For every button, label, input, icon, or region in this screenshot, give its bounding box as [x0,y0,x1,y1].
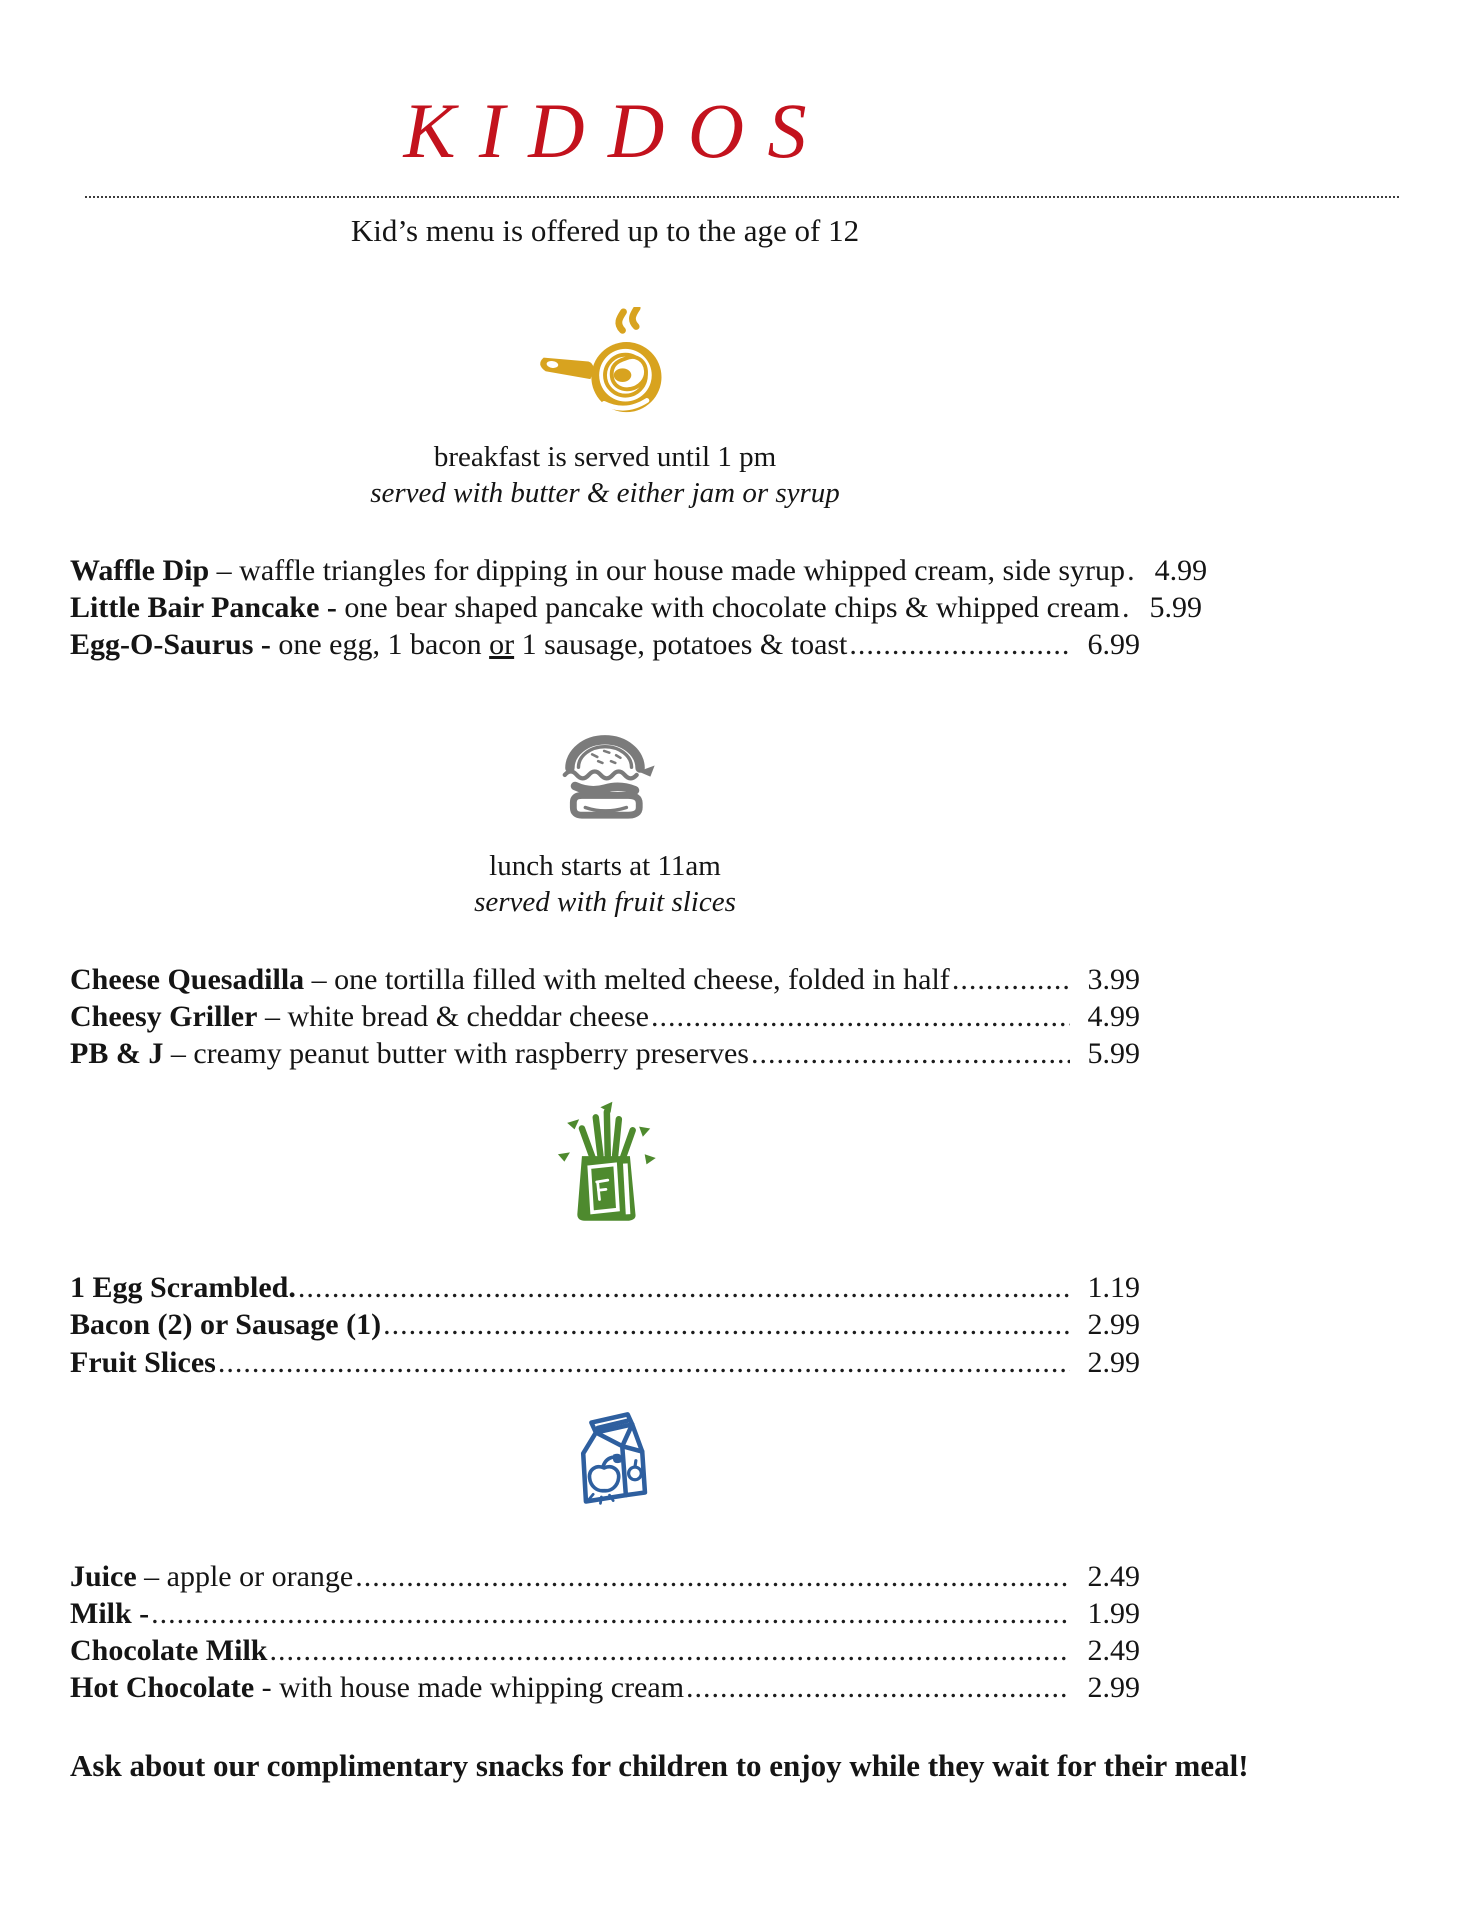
dot-leader [849,626,1070,663]
menu-item-row [70,589,1202,626]
item-description: – creamy peanut butter with raspberry preserves [163,1036,749,1070]
menu-item-row [70,1669,1140,1706]
breakfast-section [70,307,1208,663]
lunch-header: lunch starts at 11am [489,850,721,883]
dot-leader [151,1595,1070,1632]
dot-leader [218,1344,1070,1381]
fries-icon [545,1098,665,1229]
sides-section [70,1098,1140,1381]
menu-item-row [70,1632,1140,1669]
item-description: – apple or orange [136,1559,354,1593]
item-text [70,1669,684,1706]
dot-leader [1122,589,1132,626]
item-description: – waffle triangles for dipping in our house made whipped cream, side syrup [209,553,1126,587]
item-text [70,1344,216,1381]
dot-leader [269,1632,1070,1669]
item-text [70,626,847,663]
item-description: – one tortilla filled with melted cheese, folded in half [304,962,950,996]
dot-leader [751,1035,1070,1072]
dot-leader [383,1306,1070,1343]
menu-subtitle: Kid’s menu is offered up to the age of 12 [350,213,860,248]
drinks-section [70,1407,1140,1707]
item-price: 2.99 [1087,1308,1140,1342]
item-text [70,998,649,1035]
menu-item-row [70,626,1140,663]
drinks-icon-wrap [70,1407,1140,1518]
lunch-items [70,961,1140,1073]
lunch-section [70,727,1140,1072]
item-price: 2.99 [1087,1345,1140,1379]
item-price: 4.99 [1087,999,1140,1033]
dot-leader [651,998,1070,1035]
footer-note: Ask about our complimentary snacks for children to enjoy while they wait for their meal! [70,1748,1249,1784]
dot-leader [952,961,1070,998]
milk-carton-icon [546,1407,664,1518]
dot-leader [298,1269,1070,1306]
menu-item-row [70,1269,1140,1306]
item-price: 2.49 [1087,1559,1140,1593]
frying-pan-icon [530,307,680,419]
item-price: 5.99 [1149,590,1202,624]
breakfast-header: breakfast is served until 1 pm [433,441,777,473]
item-name: Hot Chocolate [70,1671,255,1705]
item-text [70,1632,267,1669]
sides-items [70,1269,1140,1381]
lunch-subheader: served with fruit slices [474,886,736,919]
item-name: Egg-O-Saurus - [70,627,271,661]
menu-item-row [70,961,1140,998]
item-name: Juice [70,1559,137,1593]
item-text [70,1595,149,1632]
item-price: 5.99 [1087,1036,1140,1070]
menu-item-row [70,1035,1140,1072]
page-title: KIDDOS [403,87,830,174]
item-text [70,589,1120,626]
item-name: Bacon (2) or Sausage (1) [70,1308,382,1342]
menu-body [70,213,1249,1784]
breakfast-icon-wrap [70,307,1140,419]
item-price: 3.99 [1087,962,1140,996]
item-description: - with house made whipping cream [254,1671,685,1705]
item-name: Cheese Quesadilla [70,962,305,996]
item-name: Milk - [70,1596,150,1630]
menu-item-row [70,1558,1140,1595]
item-price: 2.49 [1087,1634,1140,1668]
lunch-icon-wrap [70,727,1140,828]
dot-leader [686,1669,1070,1706]
item-price: 2.99 [1087,1671,1140,1705]
item-description: one bear shaped pancake with chocolate chips & whipped cream [336,590,1120,624]
burger-icon [549,727,661,828]
menu-item-row [70,552,1208,589]
breakfast-items [70,552,1208,664]
item-text [70,1558,353,1595]
dot-leader [355,1558,1070,1595]
item-description: – white bread & cheddar cheese [257,999,649,1033]
item-name: PB & J [70,1036,164,1070]
item-description: one egg, 1 bacon or 1 sausage, potatoes & toast [270,627,848,661]
item-name: 1 Egg Scrambled. [70,1271,296,1305]
item-name: Waffle Dip [70,553,210,587]
item-text [70,552,1125,589]
menu-item-row [70,998,1140,1035]
sides-icon-wrap [70,1098,1140,1229]
item-name: Fruit Slices [70,1345,216,1379]
dotted-divider [85,196,1399,198]
dot-leader [1127,552,1137,589]
menu-item-row [70,1306,1140,1343]
menu-item-row [70,1344,1140,1381]
item-price: 1.19 [1087,1271,1140,1305]
item-text [70,1269,296,1306]
item-price: 1.99 [1087,1596,1140,1630]
menu-content-column [70,87,1140,174]
item-text [70,1035,749,1072]
item-text [70,1306,381,1343]
item-text [70,961,950,998]
item-price: 6.99 [1087,627,1140,661]
menu-item-row [70,1595,1140,1632]
item-name: Chocolate Milk [70,1634,268,1668]
breakfast-subheader: served with butter & either jam or syrup [370,477,840,510]
item-price: 4.99 [1154,553,1208,587]
item-name: Cheesy Griller [70,999,258,1033]
drinks-items [70,1558,1140,1707]
item-name: Little Bair Pancake - [70,590,337,624]
